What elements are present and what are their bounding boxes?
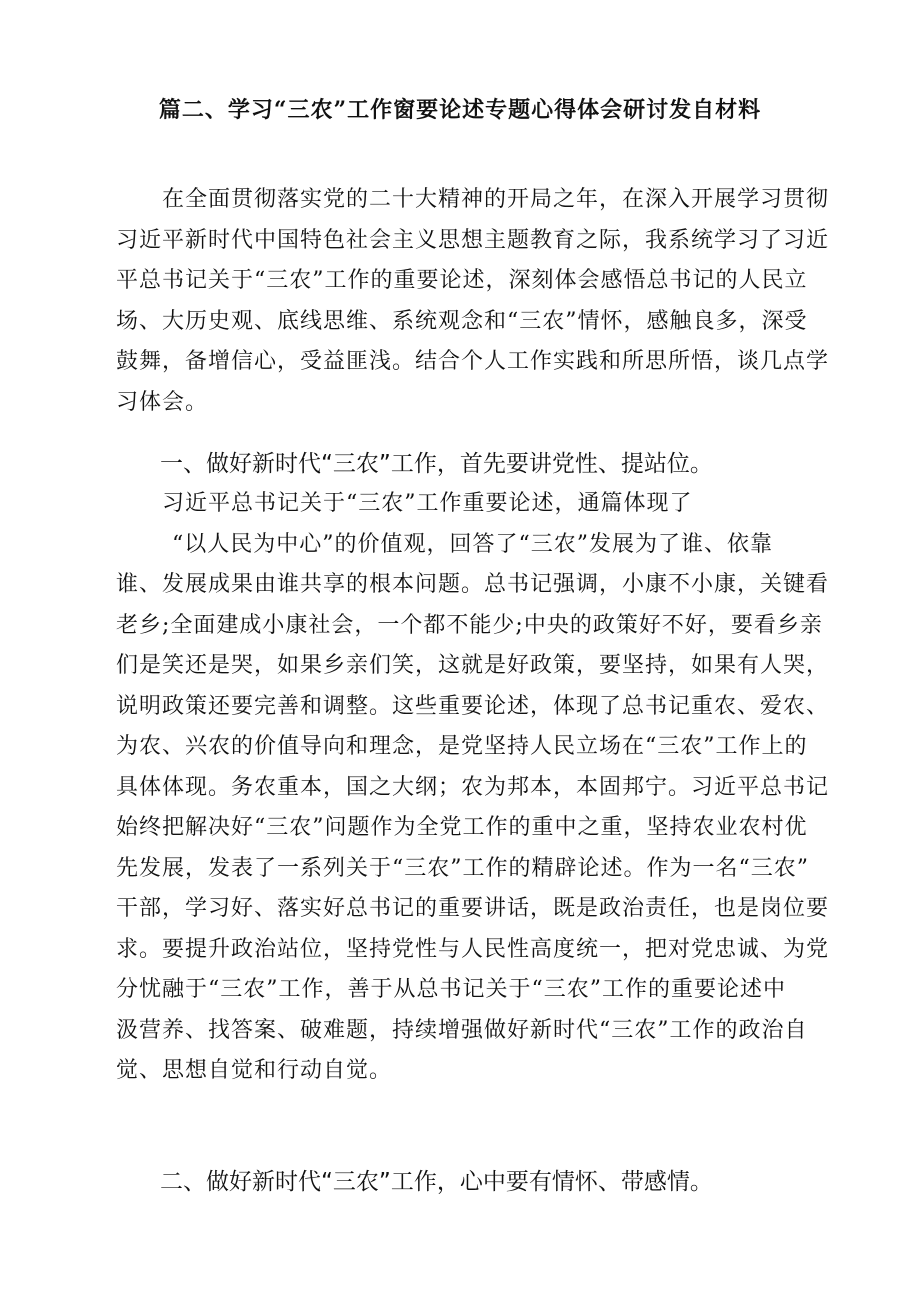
paragraph-line: 们是笑还是哭，如果乡亲们笑，这就是好政策，要坚持，如果有人哭， xyxy=(116,653,830,678)
section-heading-1: 一、做好新时代“三农”工作，首先要讲党性、提站位。 xyxy=(160,451,713,477)
paragraph-line: 在全面贯彻落实党的二十大精神的开局之年，在深入开展学习贯彻 xyxy=(162,187,830,212)
paragraph-line: 鼓舞，备增信心，受益匪浅。结合个人工作实践和所思所悟，谈几点学 xyxy=(116,349,830,374)
paragraph-line: 为农、兴农的价值导向和理念，是党坚持人民立场在“三农”工作上的 xyxy=(116,734,808,759)
section-heading-2: 二、做好新时代“三农”工作，心中要有情怀、带感情。 xyxy=(160,1169,713,1195)
paragraph-line: 习近平新时代中国特色社会主义思想主题教育之际，我系统学习了习近 xyxy=(116,227,830,253)
paragraph-line: 求。要提升政治站位，坚持党性与人民性高度统一，把对党忠诚、为党 xyxy=(116,936,830,962)
section-1-paragraph xyxy=(116,484,836,1092)
paragraph-line: 干部，学习好、落实好总书记的重要讲话，既是政治责任，也是岗位要 xyxy=(116,896,830,921)
paragraph-line: “以人民为中心”的价值观，回答了“三农”发展为了谁、依靠 xyxy=(172,531,773,557)
paragraph-line: 平总书记关于“三农”工作的重要论述，深刻体会感悟总书记的人民立 xyxy=(116,268,808,293)
paragraph-line: 习体会。 xyxy=(116,389,209,415)
intro-paragraph xyxy=(116,180,836,423)
paragraph-line: 始终把解决好“三农”问题作为全党工作的重中之重，坚持农业农村优 xyxy=(116,815,808,840)
paragraph-line: 老乡;全面建成小康社会，一个都不能少;中央的政策好不好，要看乡亲 xyxy=(116,612,823,638)
paragraph-line: 汲营养、找答案、破难题，持续增强做好新时代“三农”工作的政治自 xyxy=(116,1017,808,1043)
paragraph-line: 分忧融于“三农”工作，善于从总书记关于“三农”工作的重要论述中 xyxy=(116,977,786,1002)
document-title: 篇二、学习“三农”工作窗要论述专题心得体会研讨发自材料 xyxy=(158,97,762,123)
paragraph-line: 先发展，发表了一系列关于“三农”工作的精辟论述。作为一名“三农” xyxy=(116,855,809,881)
paragraph-line: 谁、发展成果由谁共享的根本问题。总书记强调，小康不小康，关键看 xyxy=(116,572,830,597)
paragraph-line: 习近平总书记关于“三农”工作重要论述，通篇体现了 xyxy=(162,491,693,516)
paragraph-line: 具体体现。务农重本，国之大纲；农为邦本，本固邦宁。习近平总书记 xyxy=(116,774,830,800)
paragraph-line: 觉、思想自觉和行动自觉。 xyxy=(116,1058,393,1083)
paragraph-line: 场、大历史观、底线思维、系统观念和“三农”情怀，感触良多，深受 xyxy=(116,308,808,334)
paragraph-line: 说明政策还要完善和调整。这些重要论述，体现了总书记重农、爱农、 xyxy=(116,693,830,719)
